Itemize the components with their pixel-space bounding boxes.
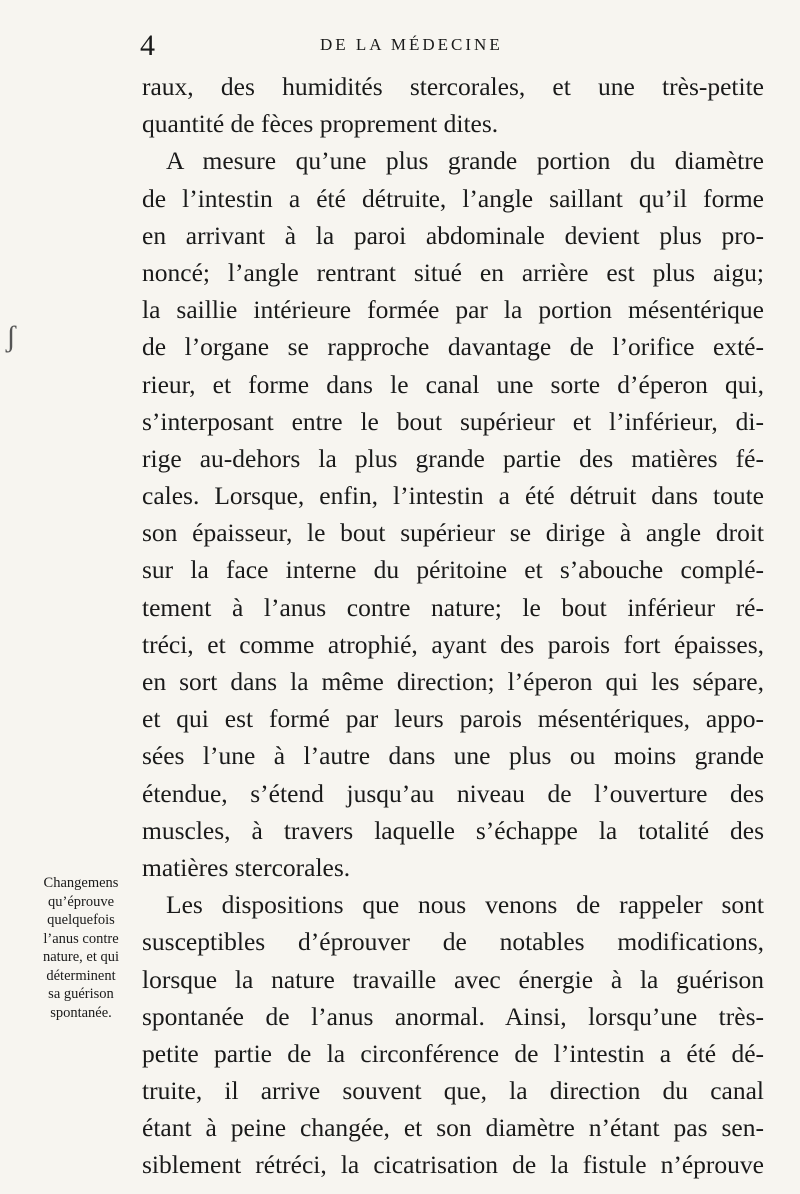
text-line: Les dispositions que nous venons de rappeler sont [166,890,764,920]
text-line: rige au-dehors la plus grande partie des matières fé- [142,443,764,473]
margin-note-line: nature, et qui [42,949,120,965]
text-line: tement à l’anus contre nature; le bout inférieur ré- [142,592,764,622]
margin-note-line: l’anus contre [43,930,119,947]
text-line: raux, des humidités stercorales, et une très-petite [142,72,764,101]
text-line: étant à peine changée, et son diamètre n’étant pas sen- [142,1113,764,1143]
text-line: étendue, s’étend jusqu’au niveau de l’ouverture des [142,778,764,808]
margin-note-line: déterminent [46,967,116,984]
margin-note-line: sa guérison [48,986,114,1002]
text-line: muscles, à travers laquelle s’échappe la totalité des [142,815,764,845]
text-line: siblement rétréci, la cicatrisation de la fistule n’éprouve [142,1150,764,1180]
text-line: quantité de fèces proprement dites. [142,109,499,139]
text-line: tréci, et comme atrophié, ayant des parois fort épaisses, [142,629,764,659]
bracket-mark-icon: ʃ [6,320,16,353]
text-line: truite, il arrive souvent que, la direction du canal [142,1076,764,1106]
text-line: en sort dans la même direction; l’éperon qui les sépare, [142,667,764,696]
margin-note-line: quelquefois [47,912,115,928]
text-line: s’interposant entre le bout supérieur et l’inférieur, di- [142,406,764,436]
running-title: DE LA MÉDECINE [320,35,503,54]
text-line: matières stercorales. [142,852,351,882]
body-text [142,68,764,1184]
margin-note [22,874,140,1022]
text-line: noncé; l’angle rentrant situé en arrière est plus aigu; [142,257,764,287]
text-line: la saillie intérieure formée par la portion mésentérique [142,295,764,325]
text-line: petite partie de la circonférence de l’intestin a été dé- [142,1038,764,1068]
text-line: en arrivant à la paroi abdominale devient plus pro- [142,220,764,250]
text-line: susceptibles d’éprouver de notables modifications, [142,927,764,957]
text-line: rieur, et forme dans le canal une sorte d’éperon qui, [142,369,764,399]
text-line: lorsque la nature travaille avec énergie à la guérison [142,964,764,994]
text-line: sur la face interne du péritoine et s’abouche complé- [142,555,764,585]
text-line: spontanée de l’anus anormal. Ainsi, lorsqu’une très- [142,1001,764,1031]
margin-note-line: spontanée. [50,1004,112,1021]
text-line: cales. Lorsque, enfin, l’intestin a été détruit dans toute [142,481,764,511]
text-line: sées l’une à l’autre dans une plus ou moins grande [142,741,764,771]
text-line: et qui est formé par leurs parois mésentériques, appo- [142,704,764,734]
margin-note-line: qu’éprouve [47,893,115,910]
text-line: son épaisseur, le bout supérieur se dirige à angle droit [142,518,764,548]
text-line: de l’organe se rapproche davantage de l’orifice exté- [142,332,764,362]
margin-note-line: Changemens [43,875,119,891]
page-number: 4 [140,29,155,62]
text-line: A mesure qu’une plus grande portion du diamètre [166,146,764,176]
text-line: de l’intestin a été détruite, l’angle saillant qu’il forme [142,183,764,213]
